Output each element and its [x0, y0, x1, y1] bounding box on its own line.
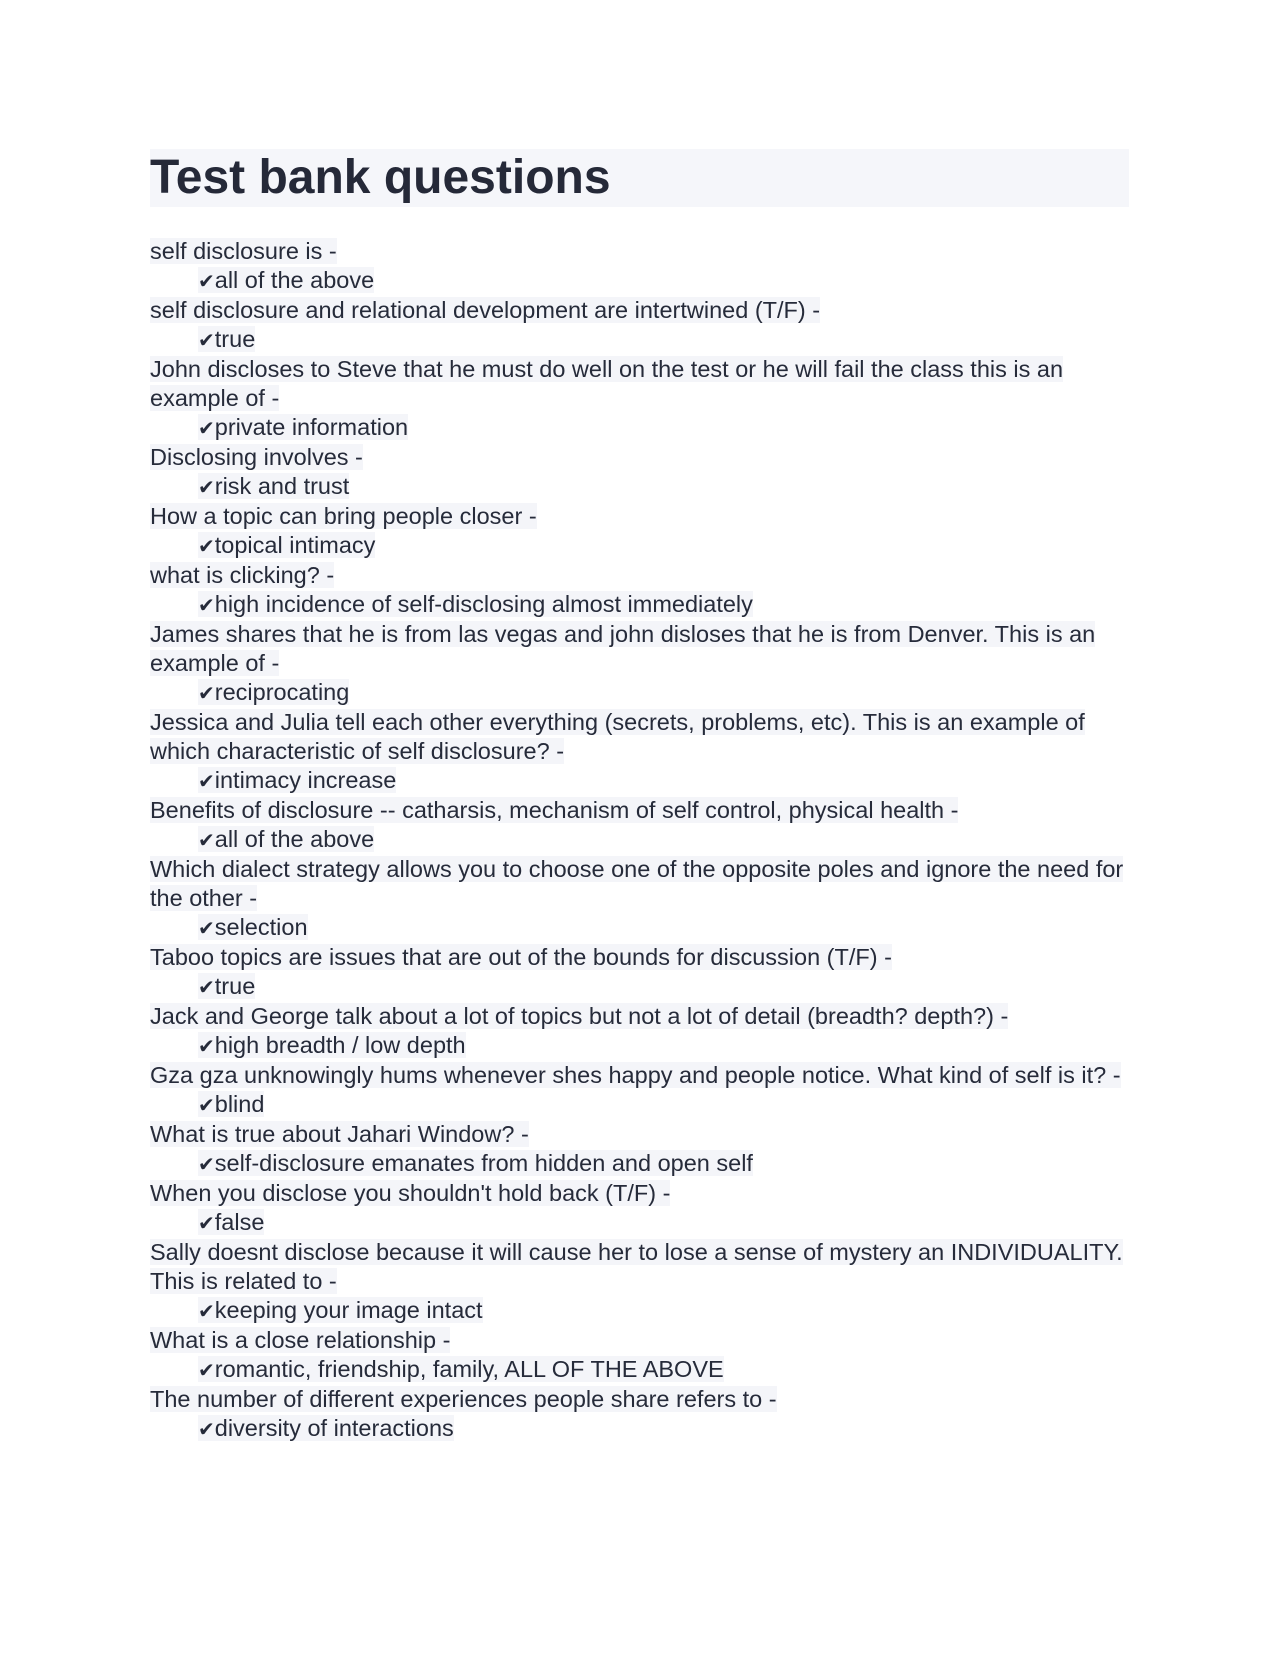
- checkmark-icon: ✔: [198, 1417, 215, 1441]
- answer-label: all of the above: [214, 826, 375, 852]
- question-text: [150, 1002, 1129, 1031]
- question-label: Disclosing involves -: [150, 444, 363, 470]
- question-text: [150, 796, 1129, 825]
- checkmark-icon: ✔: [198, 1152, 215, 1176]
- checkmark-icon: ✔: [198, 475, 215, 499]
- answer-text: [150, 1090, 1129, 1120]
- checkmark-icon: ✔: [198, 1211, 215, 1235]
- answer-line: [198, 414, 408, 440]
- answer-label: romantic, friendship, family, ALL OF THE ABOVE: [214, 1356, 724, 1382]
- checkmark-icon: ✔: [198, 416, 215, 440]
- answer-label: intimacy increase: [214, 767, 397, 793]
- answer-label: true: [214, 973, 256, 999]
- checkmark-icon: ✔: [198, 1093, 215, 1117]
- answer-text: [150, 1149, 1129, 1179]
- answer-text: [150, 678, 1129, 708]
- answer-text: [150, 325, 1129, 355]
- answer-line: [198, 973, 255, 999]
- answer-text: [150, 913, 1129, 943]
- question-label: What is true about Jahari Window? -: [150, 1121, 529, 1147]
- answer-line: [198, 1356, 724, 1382]
- answer-line: [198, 326, 255, 352]
- question-text: [150, 620, 1129, 678]
- question-label: Which dialect strategy allows you to choose one of the opposite poles and ignore the need for the other -: [150, 856, 1124, 911]
- answer-line: [198, 1032, 466, 1058]
- answer-text: [150, 1296, 1129, 1326]
- question-label: Jack and George talk about a lot of topics but not a lot of detail (breadth? depth?) -: [150, 1003, 1009, 1029]
- answer-line: [198, 1150, 753, 1176]
- answer-label: self-disclosure emanates from hidden and open self: [214, 1150, 753, 1176]
- answer-label: blind: [214, 1091, 265, 1117]
- question-label: Gza gza unknowingly hums whenever shes happy and people notice. What kind of self is it? -: [150, 1062, 1121, 1088]
- question-label: The number of different experiences people share refers to -: [150, 1386, 777, 1412]
- answer-label: all of the above: [214, 267, 375, 293]
- question-text: [150, 855, 1129, 913]
- checkmark-icon: ✔: [198, 681, 215, 705]
- answer-label: true: [214, 326, 256, 352]
- answer-text: [150, 972, 1129, 1002]
- question-label: Sally doesnt disclose because it will cause her to lose a sense of mystery an INDIVIDUALITY. This is related to -: [150, 1239, 1123, 1294]
- question-label: Taboo topics are issues that are out of the bounds for discussion (T/F) -: [150, 944, 892, 970]
- answer-line: [198, 1415, 454, 1441]
- answer-label: risk and trust: [214, 473, 350, 499]
- question-text: [150, 1238, 1129, 1296]
- question-label: When you disclose you shouldn't hold back (T/F) -: [150, 1180, 671, 1206]
- checkmark-icon: ✔: [198, 534, 215, 558]
- answer-line: [198, 591, 753, 617]
- question-label: James shares that he is from las vegas and john disloses that he is from Denver. This is an example of -: [150, 621, 1096, 676]
- answer-text: [150, 590, 1129, 620]
- question-label: self disclosure and relational development are intertwined (T/F) -: [150, 297, 821, 323]
- answer-line: [198, 914, 308, 940]
- answer-text: [150, 1208, 1129, 1238]
- question-text: [150, 1061, 1129, 1090]
- question-text: [150, 1385, 1129, 1414]
- answer-text: [150, 472, 1129, 502]
- answer-label: keeping your image intact: [214, 1297, 483, 1323]
- checkmark-icon: ✔: [198, 328, 215, 352]
- checkmark-icon: ✔: [198, 1034, 215, 1058]
- answer-text: [150, 1355, 1129, 1385]
- answer-text: [150, 1031, 1129, 1061]
- answer-label: selection: [214, 914, 308, 940]
- answer-text: [150, 531, 1129, 561]
- checkmark-icon: ✔: [198, 769, 215, 793]
- question-text: [150, 1179, 1129, 1208]
- answer-line: [198, 1297, 483, 1323]
- question-text: [150, 355, 1129, 413]
- answer-label: high breadth / low depth: [214, 1032, 466, 1058]
- question-label: What is a close relationship -: [150, 1327, 451, 1353]
- answer-line: [198, 1209, 264, 1235]
- document-page: [150, 149, 1129, 1444]
- answer-line: [198, 767, 396, 793]
- checkmark-icon: ✔: [198, 1299, 215, 1323]
- question-label: Jessica and Julia tell each other everything (secrets, problems, etc). This is an example of which characteristic of self disclosure? -: [150, 709, 1085, 764]
- answer-text: [150, 766, 1129, 796]
- checkmark-icon: ✔: [198, 975, 215, 999]
- answer-text: [150, 413, 1129, 443]
- answer-line: [198, 1091, 264, 1117]
- question-label: self disclosure is -: [150, 238, 337, 264]
- answer-label: topical intimacy: [214, 532, 376, 558]
- question-list: [150, 237, 1129, 1444]
- checkmark-icon: ✔: [198, 916, 215, 940]
- answer-label: diversity of interactions: [214, 1415, 454, 1441]
- question-text: [150, 443, 1129, 472]
- answer-line: [198, 532, 375, 558]
- question-label: How a topic can bring people closer -: [150, 503, 537, 529]
- question-label: Benefits of disclosure -- catharsis, mechanism of self control, physical health -: [150, 797, 959, 823]
- answer-label: private information: [214, 414, 409, 440]
- question-label: John discloses to Steve that he must do well on the test or he will fail the class this is an example of -: [150, 356, 1064, 411]
- answer-text: [150, 1414, 1129, 1444]
- checkmark-icon: ✔: [198, 593, 215, 617]
- question-text: [150, 943, 1129, 972]
- title-block: [150, 149, 1129, 207]
- answer-label: reciprocating: [214, 679, 350, 705]
- question-text: [150, 561, 1129, 590]
- checkmark-icon: ✔: [198, 828, 215, 852]
- question-text: [150, 502, 1129, 531]
- answer-text: [150, 266, 1129, 296]
- question-text: [150, 237, 1129, 266]
- question-label: what is clicking? -: [150, 562, 335, 588]
- checkmark-icon: ✔: [198, 1358, 215, 1382]
- answer-label: high incidence of self-disclosing almost immediately: [214, 591, 753, 617]
- answer-text: [150, 825, 1129, 855]
- answer-line: [198, 826, 374, 852]
- question-text: [150, 1326, 1129, 1355]
- question-text: [150, 1120, 1129, 1149]
- answer-line: [198, 473, 349, 499]
- answer-line: [198, 679, 349, 705]
- page-title: Test bank questions: [150, 151, 611, 204]
- question-text: [150, 296, 1129, 325]
- answer-label: false: [214, 1209, 265, 1235]
- checkmark-icon: ✔: [198, 269, 215, 293]
- question-text: [150, 708, 1129, 766]
- answer-line: [198, 267, 374, 293]
